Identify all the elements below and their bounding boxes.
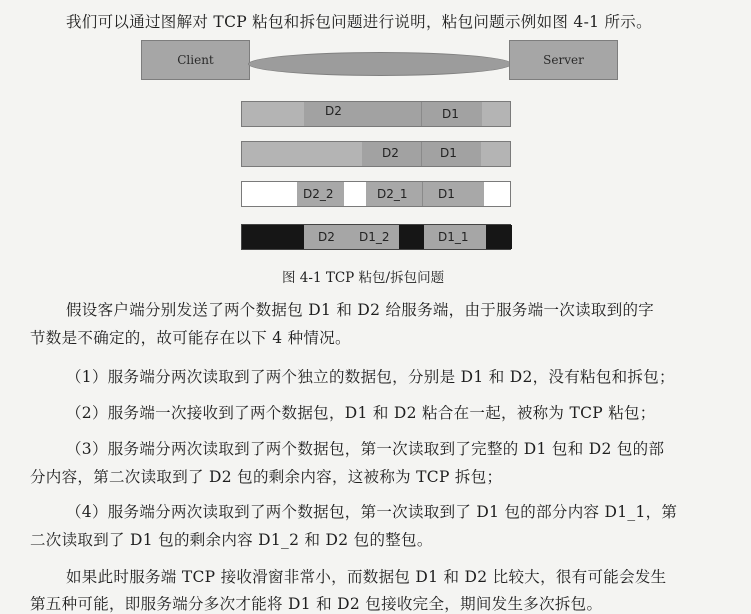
packet-d2-label: D2 — [318, 230, 335, 244]
packet-row-1 — [241, 101, 511, 127]
packet-d1-label: D1 — [438, 187, 455, 201]
packet-d2-label: D2 — [382, 146, 399, 160]
paragraph-last-line2: 第五种可能，即服务端分多次才能将 D1 和 D2 包接收完全，期间发生多次拆包。 — [30, 595, 603, 613]
case-3-line1: （3）服务端分两次读取到了两个数据包，第一次读取到了完整的 D1 包和 D2 包的部 — [66, 440, 665, 458]
network-pipe — [248, 52, 512, 76]
packet-d1-2-label: D1_2 — [359, 230, 390, 244]
packet-d2-label: D2 — [325, 104, 342, 118]
intro-paragraph: 我们可以通过图解对 TCP 粘包和拆包问题进行说明，粘包问题示例如图 4-1 所示。 — [66, 13, 652, 31]
client-box: Client — [141, 40, 250, 80]
case-1: （1）服务端分两次读取到了两个独立的数据包，分别是 D1 和 D2，没有粘包和拆包； — [66, 368, 675, 386]
packet-d2-1-label: D2_1 — [377, 187, 408, 201]
figure-caption: 图 4-1 TCP 粘包/拆包问题 — [282, 270, 445, 286]
packet-d1-1-label: D1_1 — [438, 230, 469, 244]
case-4-line1: （4）服务端分两次读取到了两个数据包，第一次读取到了 D1 包的部分内容 D1_1，第 — [66, 503, 678, 521]
packet-black-right — [486, 225, 512, 249]
packet-black-left — [242, 225, 304, 249]
packet-divider — [421, 142, 422, 166]
packet-row-3 — [241, 181, 511, 207]
case-4-line2: 二次读取到了 D1 包的剩余内容 D1_2 和 D2 包的整包。 — [30, 531, 433, 549]
paragraph-assume-line1: 假设客户端分别发送了两个数据包 D1 和 D2 给服务端，由于服务端一次读取到的字 — [66, 301, 655, 319]
packet-black-mid — [399, 225, 424, 249]
packet-d2-2-label: D2_2 — [303, 187, 334, 201]
packet-row-2 — [241, 141, 511, 167]
case-2: （2）服务端一次接收到了两个数据包，D1 和 D2 粘合在一起，被称为 TCP 粘包； — [66, 404, 656, 422]
paragraph-assume-line2: 节数是不确定的，故可能存在以下 4 种情况。 — [30, 329, 351, 347]
packet-row-4 — [241, 224, 511, 250]
packet-d2 — [304, 102, 421, 126]
server-box: Server — [509, 40, 618, 80]
paragraph-last-line1: 如果此时服务端 TCP 接收滑窗非常小，而数据包 D1 和 D2 比较大，很有可能会发生 — [66, 568, 667, 586]
case-3-line2: 分内容，第二次读取到了 D2 包的剩余内容，这被称为 TCP 拆包； — [30, 468, 503, 486]
packet-divider — [422, 182, 423, 206]
packet-d1-label: D1 — [440, 146, 457, 160]
packet-d1-label: D1 — [442, 107, 459, 121]
